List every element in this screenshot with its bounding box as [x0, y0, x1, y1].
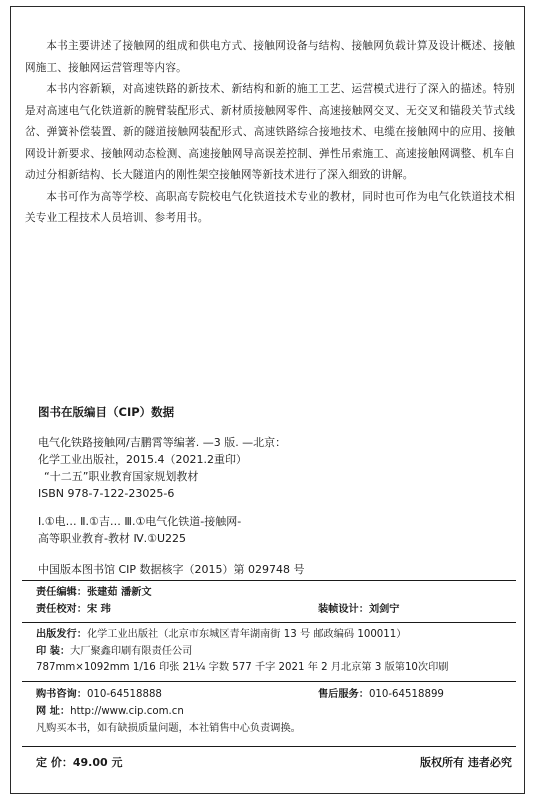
- value: 010-64518888: [86, 689, 162, 700]
- label: 出版发行：: [36, 629, 87, 640]
- copyright-notice: 版权所有 违者必究: [420, 756, 512, 769]
- cip-title-line: 电气化铁路接触网/吉鹏霄等编著. —3 版. —北京：: [38, 436, 287, 449]
- value: 化学工业出版社（北京市东城区青年湖南街 13 号 邮政编码 100011）: [86, 629, 407, 640]
- price: [36, 756, 122, 770]
- cip-heading: 图书在版编目（CIP）数据: [38, 405, 175, 419]
- description-paragraph: 本书可作为高等学校、高职高专院校电气化铁道技术专业的教材，同时也可作为电气化铁道技术相关专业工程技术人员培训、参考用书。: [25, 190, 515, 224]
- print-specs: 787mm×1092mm 1/16 印张 21¼ 字数 577 千字 2021 年 2 月北京第 3 版第10次印刷: [36, 662, 449, 673]
- responsible-proofreader: [36, 603, 111, 617]
- cip-classification-line: Ⅰ.①电… Ⅱ.①吉… Ⅲ.①电气化铁道-接触网-: [38, 515, 242, 528]
- value: http://www.cip.com.cn: [70, 706, 184, 717]
- label: 定 价：: [36, 756, 73, 769]
- cip-block: [38, 404, 508, 578]
- value: 010-64518899: [368, 689, 444, 700]
- value: 49.00 元: [72, 756, 123, 769]
- label: 责任编辑：: [36, 587, 87, 598]
- cip-publisher-line: 化学工业出版社，2015.4（2021.2重印）: [38, 453, 247, 466]
- divider: [22, 681, 516, 682]
- description-paragraph: 本书内容新颖，对高速铁路的新技术、新结构和新的施工工艺、运营模式进行了深入的描述。特别是对高速电气化铁道新的腕臂装配形式、新材质接触网零件、高速接触网交叉、无交叉和锚段关节式线岔、弹簧补偿装置、新的隧道接触网装配形式、高速铁路综合接地技术、电缆在接触网中的应用、接触网设计新要求、接触网动态检测、高速接触网导高误差控制、弹性吊索施工、高速接触网调整、机车自动过分相新结构、长大隧道内的刚性架空接触网等新技术进行了深入细致的讲解。: [25, 83, 515, 181]
- after-sales-service: [318, 688, 444, 702]
- purchase-consult: [36, 688, 162, 702]
- label: 售后服务：: [318, 689, 369, 700]
- divider: [22, 622, 516, 623]
- quality-notice: 凡购买本书，如有缺损质量问题，本社销售中心负责调换。: [36, 723, 301, 734]
- cover-designer: [318, 603, 400, 617]
- label: 印 装：: [36, 646, 71, 657]
- label: 责任校对：: [36, 604, 87, 615]
- value: 大厂聚鑫印刷有限责任公司: [70, 646, 193, 657]
- label: 装帧设计：: [318, 604, 369, 615]
- value: 宋 玮: [86, 604, 111, 615]
- printer: [36, 645, 192, 659]
- publisher: [36, 628, 406, 642]
- cip-nlc-number: 中国版本图书馆 CIP 数据核字（2015）第 029748 号: [38, 563, 305, 576]
- divider: [22, 746, 516, 747]
- label: 购书咨询：: [36, 689, 87, 700]
- cip-isbn-line: ISBN 978-7-122-23025-6: [38, 487, 175, 500]
- book-description: [25, 36, 515, 230]
- cip-series-line: “十二五”职业教育国家规划教材: [44, 470, 199, 483]
- label: 网 址：: [36, 706, 71, 717]
- website: [36, 705, 184, 719]
- responsible-editor: [36, 586, 152, 600]
- value: 张建茹 潘新文: [86, 587, 152, 598]
- cip-classification-line: 高等职业教育-教材 Ⅳ.①U225: [38, 532, 187, 545]
- divider: [22, 580, 516, 581]
- value: 刘剑宁: [368, 604, 400, 615]
- description-paragraph: 本书主要讲述了接触网的组成和供电方式、接触网设备与结构、接触网负载计算及设计概述、接触网施工、接触网运营管理等内容。: [25, 40, 515, 74]
